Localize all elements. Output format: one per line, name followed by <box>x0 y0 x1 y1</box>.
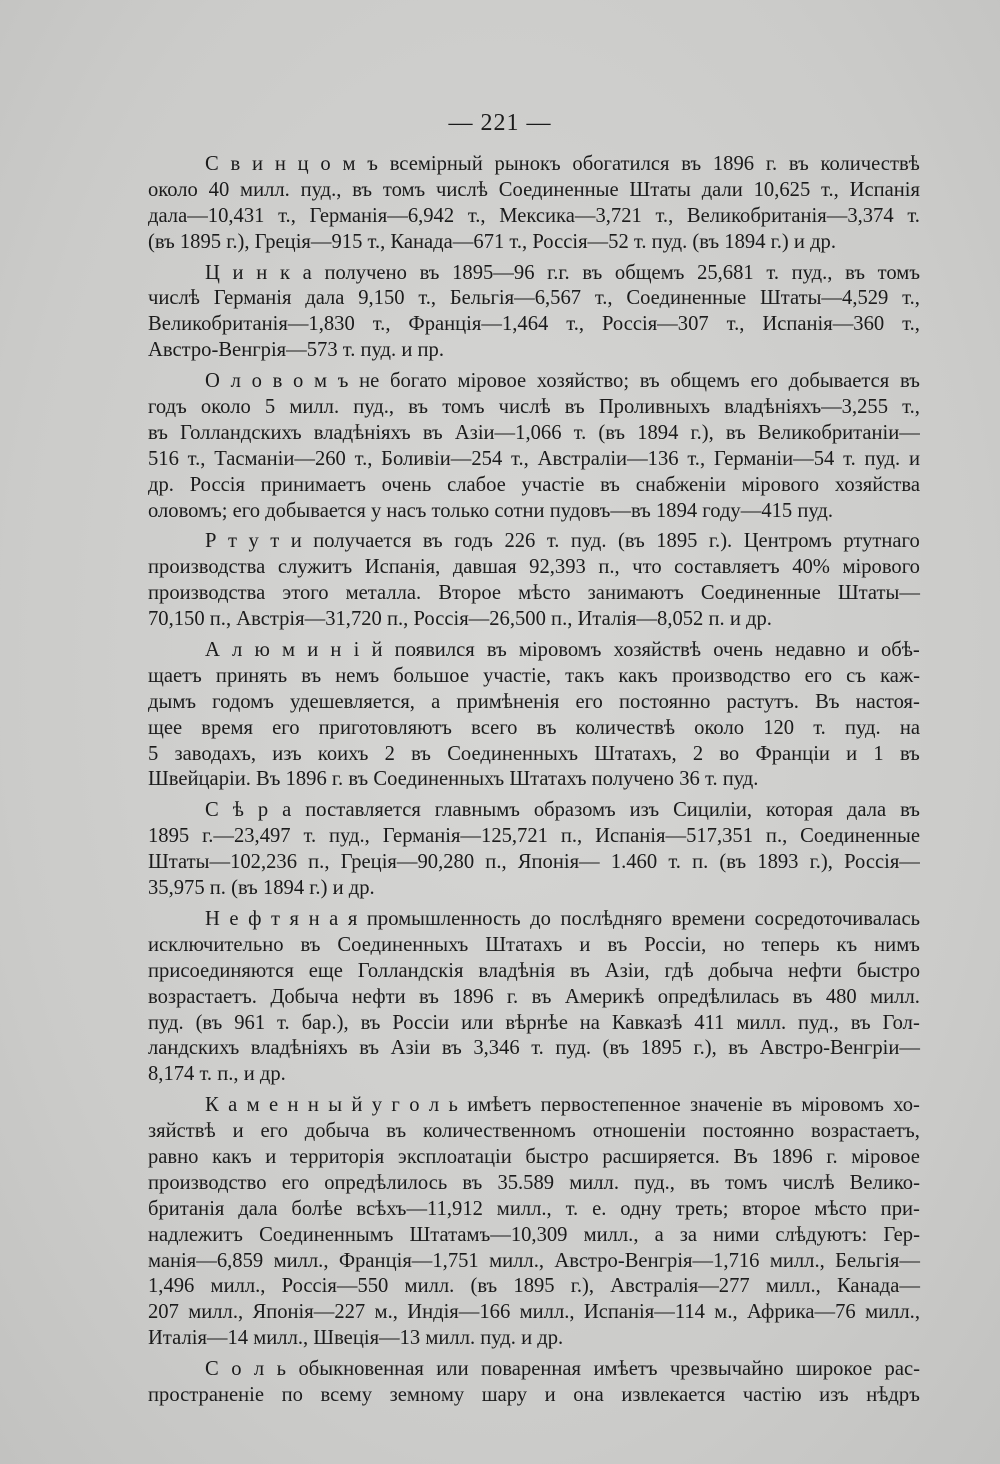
text-line: присоединяются еще Голландскія владѣнія въ Азіи, гдѣ добыча нефти быстро <box>148 959 920 982</box>
text-line: щаетъ принять въ немъ большое участіе, такъ какъ производство его съ каж- <box>148 664 920 687</box>
text-line: Швейцаріи. Въ 1896 г. въ Соединенныхъ Штатахъ получено 36 т. пуд. <box>148 768 759 791</box>
text-line: С о л ь обыкновенная или поваренная имѣетъ чрезвычайно широкое рас- <box>205 1358 920 1381</box>
text-line: исключительно въ Соединенныхъ Штатахъ и въ Россіи, но теперь къ нимъ <box>148 933 920 956</box>
text-line: О л о в о м ъ не богато міровое хозяйство; въ общемъ его добывается въ <box>205 370 920 393</box>
text-line: дала—10,431 т., Германія—6,942 т., Мексика—3,721 т., Великобританія—3,374 т. <box>148 204 920 227</box>
text-line: производство его опредѣлилось въ 35.589 милл. пуд., въ томъ числѣ Велико- <box>148 1171 920 1194</box>
text-line: Италія—14 милл., Швеція—13 милл. пуд. и др. <box>148 1327 564 1350</box>
paragraph <box>148 261 920 365</box>
text-line: равно какъ и территорія эксплоатаціи быстро расширяется. Въ 1896 г. міровое <box>148 1145 920 1168</box>
text-line: С в и н ц о м ъ всемірный рынокъ обогатился въ 1896 г. въ количествѣ <box>205 153 920 175</box>
text-line: Великобританія—1,830 т., Франція—1,464 т., Россія—307 т., Испанія—360 т., <box>148 313 920 336</box>
text-line: А л ю м и н і й появился въ міровомъ хозяйствѣ очень недавно и обѣ- <box>205 639 920 662</box>
text-line: пуд. (въ 961 т. бар.), въ Россіи или вѣрнѣе на Кавказѣ 411 милл. пуд., въ Гол- <box>148 1011 920 1034</box>
text-line: Ц и н к а получено въ 1895—96 г.г. въ общемъ 25,681 т. пуд., въ томъ <box>205 261 920 284</box>
text-line: около 40 милл. пуд., въ томъ числѣ Соединенные Штаты дали 10,625 т., Испанія <box>148 178 920 201</box>
text-line: Р т у т и получается въ годъ 226 т. пуд. (въ 1895 г.). Центромъ ртутнаго <box>205 530 920 553</box>
text-line: надлежитъ Соединеннымъ Штатамъ—10,309 милл., а за ними слѣдуютъ: Гер- <box>148 1223 920 1246</box>
paragraph <box>148 529 920 633</box>
text-line: щее время его приготовляютъ всего въ количествѣ около 120 т. пуд. на <box>148 716 920 739</box>
paragraph <box>148 1093 920 1352</box>
text-line: Н е ф т я н а я промышленность до послѣдняго времени сосредоточивалась <box>205 907 920 930</box>
text-line: производства служитъ Испанія, давшая 92,393 п., что составляетъ 40% мірового <box>148 556 920 579</box>
paragraph <box>148 798 920 902</box>
text-line: манія—6,859 милл., Франція—1,751 милл., Австро-Венгрія—1,716 милл., Бельгія— <box>148 1249 920 1272</box>
paragraph <box>148 152 920 256</box>
paragraph <box>148 369 920 524</box>
text-line: 5 заводахъ, изъ коихъ 2 въ Соединенныхъ Штатахъ, 2 во Франціи и 1 въ <box>148 742 920 765</box>
text-line: 1,496 милл., Россія—550 милл. (въ 1895 г.), Австралія—277 милл., Канада— <box>148 1275 920 1298</box>
text-line: К а м е н н ы й у г о л ь имѣетъ первостепенное значеніе въ міровомъ хо- <box>205 1094 920 1117</box>
text-line: 1895 г.—23,497 т. пуд., Германія—125,721 п., Испанія—517,351 п., Соединенные <box>148 825 920 848</box>
text-line: Австро-Венгрія—573 т. пуд. и пр. <box>148 339 444 362</box>
text-line: британія дала болѣе всѣхъ—11,912 милл., т. е. одну треть; второе мѣсто при- <box>148 1197 920 1220</box>
text-line: числѣ Германія дала 9,150 т., Бельгія—6,567 т., Соединенные Штаты—4,529 т., <box>148 287 920 310</box>
paragraph <box>148 907 920 1088</box>
text-line: 70,150 п., Австрія—31,720 п., Россія—26,500 п., Италія—8,052 п. и др. <box>148 608 772 631</box>
text-line: 8,174 т. п., и др. <box>148 1063 286 1086</box>
text-line: 516 т., Тасманіи—260 т., Боливіи—254 т., Австраліи—136 т., Германіи—54 т. пуд. и <box>148 447 920 470</box>
text-line: 35,975 п. (въ 1894 г.) и др. <box>148 877 375 900</box>
text-line: С ѣ р а поставляется главнымъ образомъ изъ Сициліи, которая дала въ <box>205 799 920 822</box>
text-line: пространеніе по всему земному шару и она извлекается частію изъ нѣдръ <box>148 1383 920 1406</box>
text-line: дымъ годомъ удешевляется, а примѣненія его постоянно растутъ. Въ настоя- <box>148 690 920 713</box>
text-line: 207 милл., Японія—227 м., Индія—166 милл., Испанія—114 м., Африка—76 милл., <box>148 1301 920 1324</box>
text-line: оловомъ; его добывается у насъ только сотни пудовъ—въ 1894 году—415 пуд. <box>148 499 834 522</box>
text-line: ландскихъ владѣніяхъ въ Азіи въ 3,346 т. пуд. (въ 1895 г.), въ Австро-Венгріи— <box>148 1037 920 1060</box>
paragraph <box>148 1357 920 1409</box>
text-line: др. Россія принимаетъ очень слабое участіе въ снабженіи мірового хозяйства <box>148 473 920 496</box>
text-line: въ Голландскихъ владѣніяхъ въ Азіи—1,066 т. (въ 1894 г.), въ Великобританіи— <box>148 421 920 444</box>
body-text <box>148 152 920 1409</box>
text-line: возрастаетъ. Добыча нефти въ 1896 г. въ Америкѣ опредѣлилась въ 480 милл. <box>148 985 920 1008</box>
text-line: (въ 1895 г.), Греція—915 т., Канада—671 т., Россія—52 т. пуд. (въ 1894 г.) и др. <box>148 230 837 253</box>
paragraph <box>148 638 920 793</box>
text-line: зяйствѣ и его добыча въ количественномъ отношеніи постоянно возрастаетъ, <box>148 1120 920 1143</box>
text-line: годъ около 5 милл. пуд., въ томъ числѣ въ Проливныхъ владѣніяхъ—3,255 т., <box>148 396 920 419</box>
text-line: производства этого металла. Второе мѣсто занимаютъ Соединенные Штаты— <box>148 582 920 605</box>
text-line: Штаты—102,236 п., Греція—90,280 п., Японія— 1.460 т. п. (въ 1893 г.), Россія— <box>148 851 920 874</box>
page-number: — 221 — <box>448 110 552 136</box>
